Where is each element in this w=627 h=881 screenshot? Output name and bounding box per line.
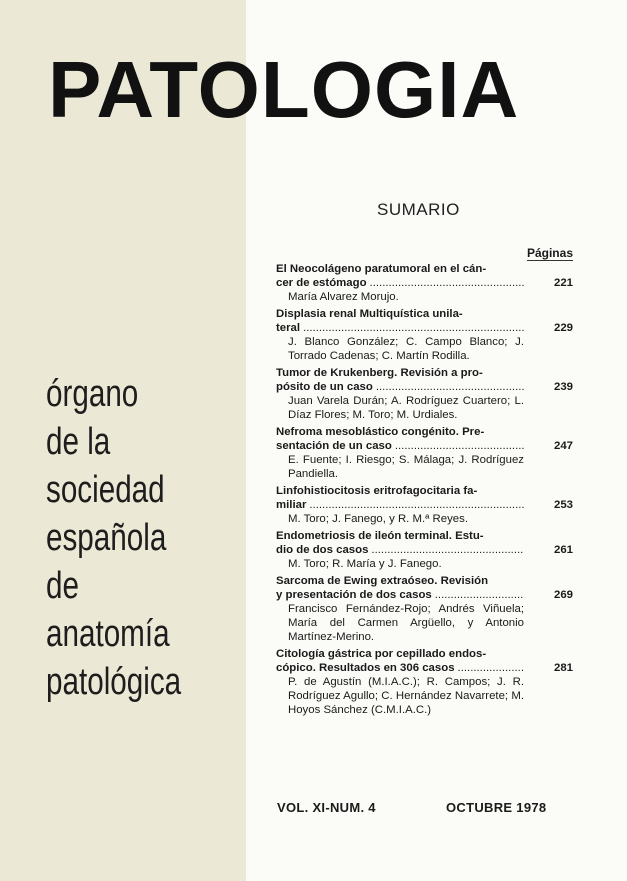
entry-title-row — [276, 661, 573, 675]
dot-leader — [370, 276, 524, 290]
entry-title-row — [276, 543, 573, 557]
entry-page-number: 221 — [553, 277, 573, 289]
toc-entry[interactable] — [276, 529, 573, 571]
entry-title-end: cer de estómago — [276, 277, 367, 289]
toc-entry[interactable] — [276, 647, 573, 717]
dot-leader — [458, 661, 524, 675]
entry-title-line: Nefroma mesoblástico congénito. Pre- — [276, 426, 485, 438]
entry-title-line: Endometriosis de ileón terminal. Estu- — [276, 530, 484, 542]
dot-leader — [376, 380, 524, 394]
entry-title-end: pósito de un caso — [276, 381, 373, 393]
entry-title-line: Tumor de Krukenberg. Revisión a pro- — [276, 367, 483, 379]
entry-title-row — [276, 439, 573, 453]
entry-authors: J. Blanco González; C. Campo Blanco; J. Torrado Cadenas; C. Martín Rodilla. — [288, 336, 524, 362]
dot-leader — [303, 321, 524, 335]
dot-leader — [309, 498, 524, 512]
entry-title-line: El Neocolágeno paratumoral en el cán- — [276, 263, 487, 275]
toc-entry[interactable] — [276, 262, 573, 304]
entry-page-number: 281 — [553, 662, 573, 674]
dot-leader — [395, 439, 524, 453]
entry-title-end: teral — [276, 322, 301, 334]
entry-page-number: 269 — [553, 589, 573, 601]
organization-line: patológica — [46, 661, 182, 703]
entry-page-number: 261 — [553, 544, 573, 556]
entry-page-number: 239 — [553, 381, 573, 393]
organization-line: anatomía — [46, 613, 170, 655]
dot-leader — [435, 588, 524, 602]
entry-authors: María Alvarez Morujo. — [288, 291, 399, 303]
entry-title-end: dio de dos casos — [276, 544, 369, 556]
entry-title-line: Citología gástrica por cepillado endos- — [276, 648, 487, 660]
entry-title-end: miliar — [276, 499, 307, 511]
entry-authors: Francisco Fernández-Rojo; Andrés Viñuela; María del Carmen Argüello, y Antonio Martínez-Merino. — [288, 603, 524, 643]
organization-line: de — [46, 565, 79, 607]
dot-leader — [371, 543, 524, 557]
contents-heading: SUMARIO — [377, 200, 460, 219]
entry-page-number: 253 — [553, 499, 573, 511]
toc-entry[interactable] — [276, 425, 573, 481]
entry-title-line: Displasia renal Multiquística unila- — [276, 308, 463, 320]
entry-page-number: 229 — [553, 322, 573, 334]
journal-title: PATOLOGIA — [48, 45, 520, 134]
toc-entry[interactable] — [276, 366, 573, 422]
entry-title-line: Linfohistiocitosis eritrofagocitaria fa- — [276, 485, 478, 497]
toc-entry[interactable] — [276, 574, 573, 644]
entry-authors: E. Fuente; I. Riesgo; S. Málaga; J. Rodríguez Pandiella. — [288, 454, 524, 480]
organization-text — [46, 370, 181, 706]
entry-authors: M. Toro; J. Fanego, y R. M.ª Reyes. — [288, 513, 468, 525]
pages-column-label: Páginas — [526, 246, 573, 260]
entry-authors: Juan Varela Durán; A. Rodríguez Cuartero; L. Díaz Flores; M. Toro; M. Urdiales. — [288, 395, 524, 421]
toc-entry[interactable] — [276, 307, 573, 363]
entry-title-row — [276, 380, 573, 394]
organization-line: de la — [46, 421, 111, 463]
entry-title-end: y presentación de dos casos — [276, 589, 432, 601]
entry-title-row — [276, 321, 573, 335]
organization-line: española — [46, 517, 167, 559]
entry-title-row — [276, 276, 573, 290]
organization-line: sociedad — [46, 469, 165, 511]
entry-authors: P. de Agustín (M.I.A.C.); R. Campos; J. R. Rodríguez Agullo; C. Hernández Navarrete; M. Hoyos Sánchez (C.M.I.A.C.) — [288, 676, 524, 716]
table-of-contents — [276, 262, 573, 720]
entry-authors: M. Toro; R. María y J. Fanego. — [288, 558, 442, 570]
issue-date: OCTUBRE 1978 — [446, 800, 547, 815]
entry-page-number: 247 — [553, 440, 573, 452]
entry-title-end: cópico. Resultados en 306 casos — [276, 662, 455, 674]
entry-title-row — [276, 588, 573, 602]
entry-title-line: Sarcoma de Ewing extraóseo. Revisión — [276, 575, 489, 587]
toc-entry[interactable] — [276, 484, 573, 526]
organization-line: órgano — [46, 373, 139, 415]
volume-number: VOL. XI-NUM. 4 — [277, 800, 376, 815]
entry-title-end: sentación de un caso — [276, 440, 392, 452]
entry-title-row — [276, 498, 573, 512]
